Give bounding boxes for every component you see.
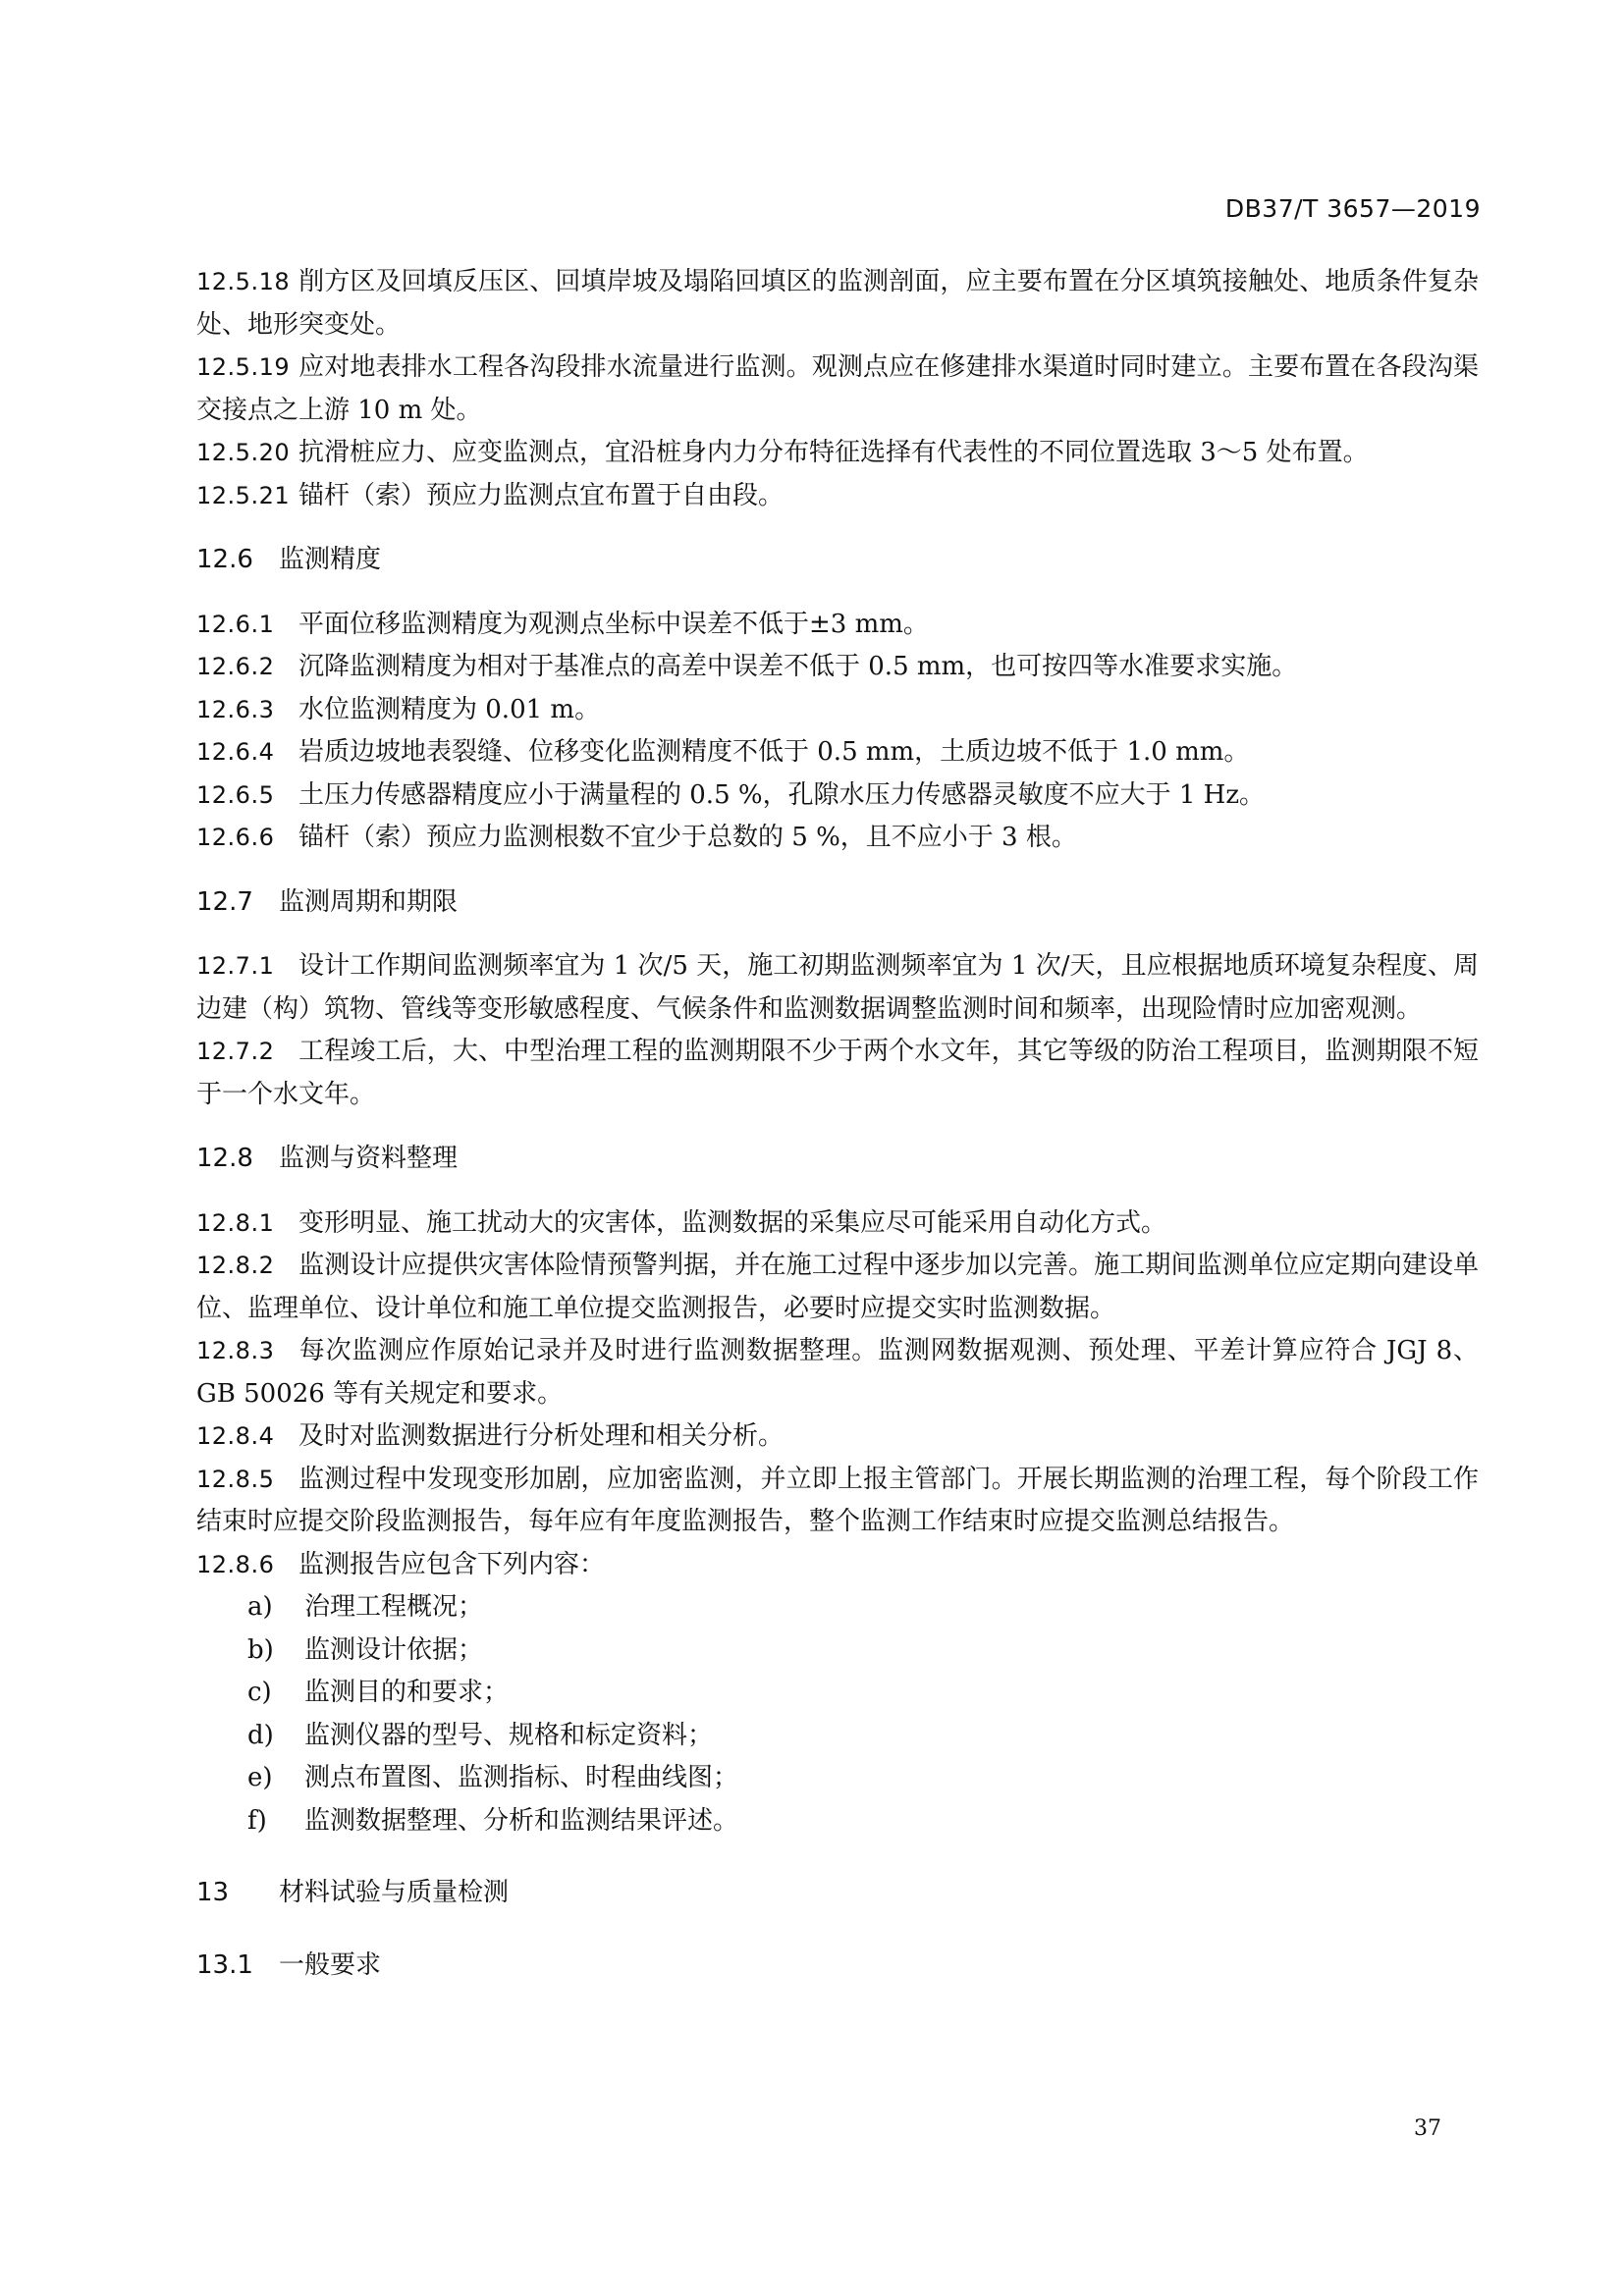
list-label: d): [247, 1720, 274, 1750]
section-title: 监测周期和期限: [279, 886, 459, 917]
section-title: 监测与资料整理: [279, 1144, 459, 1173]
clause-12-8-4: [196, 1415, 1479, 1459]
clause-text: 变形明显、施工扰动大的灾害体，监测数据的采集应尽可能采用自动化方式。: [298, 1207, 1167, 1238]
clause-12-5-21: [196, 475, 1479, 518]
clause-text: 抗滑桩应力、应变监测点，宜沿桩身内力分布特征选择有代表性的不同位置选取 3～5 处布置。: [298, 438, 1369, 467]
clause-number: 12.5.20: [196, 439, 291, 466]
list-text: 治理工程概况；: [304, 1592, 484, 1622]
clause-12-8-1: [196, 1202, 1479, 1246]
clause-text: 土压力传感器精度应小于满量程的 0.5 %，孔隙水压力传感器灵敏度不应大于 1 Hz。: [298, 779, 1266, 810]
clause-text: 及时对监测数据进行分析处理和相关分析。: [298, 1421, 785, 1451]
clause-number: 12.8.1: [196, 1208, 275, 1237]
clause-12-5-20: [196, 432, 1479, 475]
clause-12-8-2: [196, 1245, 1479, 1330]
section-number: 12.6: [196, 545, 253, 574]
clause-12-7-2: [196, 1031, 1479, 1116]
clause-number: 12.8.3: [196, 1337, 275, 1364]
clause-12-8-6: [196, 1544, 1479, 1587]
clause-number: 12.7.2: [196, 1038, 275, 1065]
clause-text: 削方区及回填反压区、回填岸坡及塌陷回填区的监测剖面，应主要布置在分区填筑接触处、地质条件复杂处、地形突变处。: [196, 267, 1479, 340]
page-content: [196, 261, 1479, 2008]
clause-number: 12.6.4: [196, 738, 275, 766]
clause-number: 12.8.5: [196, 1465, 275, 1493]
list-item-d: [196, 1715, 1479, 1758]
clause-12-8-5: [196, 1459, 1479, 1544]
clause-text: 锚杆（索）预应力监测点宜布置于自由段。: [298, 480, 785, 510]
clause-text: 岩质边坡地表裂缝、位移变化监测精度不低于 0.5 mm，土质边坡不低于 1.0 mm。: [298, 737, 1250, 767]
clause-number: 12.6.6: [196, 824, 275, 851]
clause-text: 监测报告应包含下列内容：: [298, 1549, 606, 1579]
clause-text: 水位监测精度为 0.01 m。: [298, 694, 601, 724]
document-id-header: DB37/T 3657—2019: [1224, 194, 1481, 223]
chapter-title: 材料试验与质量检测: [279, 1878, 510, 1907]
list-label: e): [247, 1763, 273, 1792]
list-item-c: [196, 1672, 1479, 1715]
clause-number: 12.5.21: [196, 481, 291, 509]
list-text: 监测仪器的型号、规格和标定资料；: [304, 1720, 714, 1750]
page-number: 37: [1414, 2116, 1441, 2141]
clause-text: 工程竣工后，大、中型治理工程的监测期限不少于两个水文年，其它等级的防治工程项目，监测期限不短于一个水文年。: [196, 1037, 1479, 1109]
clause-12-6-3: [196, 689, 1479, 732]
clause-text: 监测设计应提供灾害体险情预警判据，并在施工过程中逐步加以完善。施工期间监测单位应定期向建设单位、监理单位、设计单位和施工单位提交监测报告，必要时应提交实时监测数据。: [196, 1251, 1479, 1323]
clause-number: 12.6.2: [196, 653, 275, 680]
list-label: a): [247, 1592, 273, 1622]
clause-number: 12.8.2: [196, 1252, 275, 1279]
chapter-number: 13: [196, 1878, 230, 1907]
list-item-e: [196, 1757, 1479, 1800]
clause-12-5-18: [196, 261, 1479, 347]
section-heading-12-7: [196, 881, 1479, 925]
section-title: 监测精度: [279, 545, 382, 574]
clause-12-6-1: [196, 604, 1479, 647]
list-text: 监测目的和要求；: [304, 1678, 510, 1707]
clause-number: 12.6.3: [196, 695, 275, 723]
list-item-f: [196, 1800, 1479, 1843]
clause-12-5-19: [196, 347, 1479, 432]
clause-number: 12.6.1: [196, 610, 275, 638]
clause-12-8-3: [196, 1330, 1479, 1415]
section-title: 一般要求: [279, 1949, 382, 1980]
clause-text: 监测过程中发现变形加剧，应加密监测，并立即上报主管部门。开展长期监测的治理工程，每个阶段工作结束时应提交阶段监测报告，每年应有年度监测报告，整个监测工作结束时应提交监测总结报告。: [196, 1464, 1479, 1536]
list-label: b): [247, 1634, 274, 1665]
section-heading-13-1: [196, 1945, 1479, 1988]
section-number: 12.8: [196, 1144, 253, 1173]
chapter-heading-13: [196, 1872, 1479, 1915]
list-label: f): [247, 1805, 267, 1836]
clause-12-6-4: [196, 731, 1479, 774]
clause-12-6-6: [196, 817, 1479, 860]
section-number: 13.1: [196, 1949, 253, 1980]
clause-text: 平面位移监测精度为观测点坐标中误差不低于±3 mm。: [298, 609, 929, 639]
list-item-a: [196, 1586, 1479, 1629]
list-text: 监测设计依据；: [304, 1634, 484, 1665]
list-text: 监测数据整理、分析和监测结果评述。: [304, 1805, 739, 1836]
clause-number: 12.7.1: [196, 952, 275, 980]
clause-text: 沉降监测精度为相对于基准点的高差中误差不低于 0.5 mm，也可按四等水准要求实施。: [298, 652, 1298, 681]
clause-number: 12.8.4: [196, 1422, 275, 1450]
section-heading-12-6: [196, 539, 1479, 582]
clause-12-7-1: [196, 945, 1479, 1031]
section-number: 12.7: [196, 886, 253, 917]
list-item-b: [196, 1629, 1479, 1673]
list-label: c): [247, 1678, 272, 1707]
section-heading-12-8: [196, 1138, 1479, 1181]
clause-number: 12.6.5: [196, 780, 275, 809]
list-text: 测点布置图、监测指标、时程曲线图；: [304, 1763, 739, 1792]
clause-text: 锚杆（索）预应力监测根数不宜少于总数的 5 %，且不应小于 3 根。: [298, 823, 1077, 852]
clause-12-6-5: [196, 774, 1479, 818]
clause-number: 12.5.19: [196, 353, 291, 381]
clause-number: 12.8.6: [196, 1550, 275, 1578]
clause-text: 应对地表排水工程各沟段排水流量进行监测。观测点应在修建排水渠道时同时建立。主要布置在各段沟渠交接点之上游 10 m 处。: [196, 352, 1479, 425]
clause-number: 12.5.18: [196, 268, 291, 295]
clause-12-6-2: [196, 646, 1479, 689]
clause-text: 设计工作期间监测频率宜为 1 次/5 天，施工初期监测频率宜为 1 次/天，且应根据地质环境复杂程度、周边建（构）筑物、管线等变形敏感程度、气候条件和监测数据调整监测时间和频率，出现险情时应加密观测。: [196, 951, 1479, 1024]
clause-text: 每次监测应作原始记录并及时进行监测数据整理。监测网数据观测、预处理、平差计算应符合 JGJ 8、GB 50026 等有关规定和要求。: [196, 1336, 1479, 1409]
